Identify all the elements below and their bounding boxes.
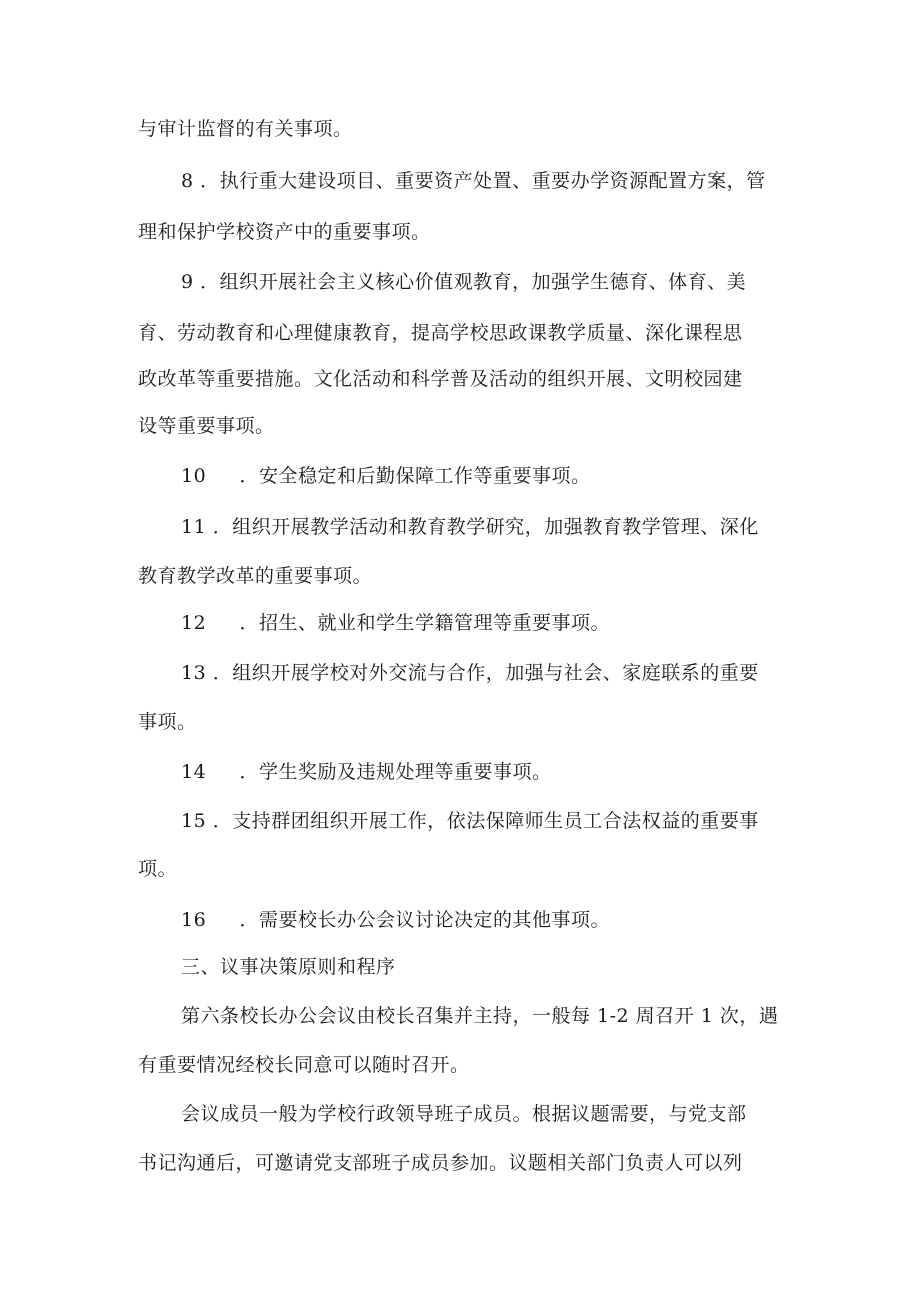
line-text: ．组织开展社会主义核心价值观教育，加强学生德育、体育、美 [200, 271, 747, 293]
line-text: 理和保护学校资产中的重要事项。 [138, 221, 431, 243]
line-text: 与审计监督的有关事项。 [138, 118, 353, 140]
paragraph-line [138, 564, 372, 588]
list-item-10 [181, 464, 591, 488]
item-number: 8 [181, 170, 194, 192]
line-text: 教育教学改革的重要事项。 [138, 565, 373, 587]
item-number: 9 [181, 271, 194, 293]
list-item-9 [181, 270, 746, 294]
item-number: 16 [181, 909, 207, 931]
line-text: 育、劳动教育和心理健康教育，提高学校思政课教学质量、深化课程思 [138, 322, 743, 344]
list-item-8 [181, 169, 766, 193]
line-text: 设等重要事项。 [138, 415, 275, 437]
item-number: 13 [181, 662, 207, 684]
list-item-15 [181, 809, 759, 833]
paragraph-line [181, 1004, 778, 1028]
line-text: 项。 [138, 858, 178, 880]
line-text: ．学生奖励及违规处理等重要事项。 [239, 761, 552, 783]
heading-text: 三、议事决策原则和程序 [181, 956, 396, 978]
line-text: ．招生、就业和学生学籍管理等重要事项。 [239, 612, 611, 634]
item-number: 15 [181, 810, 207, 832]
list-item-11 [181, 515, 759, 539]
line-text: ．组织开展学校对外交流与合作，加强与社会、家庭联系的重要 [212, 662, 759, 684]
line-text: ．需要校长办公会议讨论决定的其他事项。 [239, 909, 611, 931]
list-item-12 [181, 611, 610, 635]
paragraph-line [138, 710, 197, 734]
list-item-16 [181, 908, 610, 932]
item-number: 12 [181, 612, 207, 634]
paragraph-line [138, 1053, 470, 1077]
item-number: 11 [181, 516, 207, 538]
line-text: 会议成员一般为学校行政领导班子成员。根据议题需要，与党支部 [181, 1103, 747, 1125]
line-text: 书记沟通后，可邀请党支部班子成员参加。议题相关部门负责人可以列 [138, 1152, 743, 1174]
item-number: 10 [181, 465, 207, 487]
line-text: ．组织开展教学活动和教育教学研究，加强教育教学管理、深化 [212, 516, 759, 538]
line-text: 政改革等重要措施。文化活动和科学普及活动的组织开展、文明校园建 [138, 368, 743, 390]
paragraph-line [138, 857, 177, 881]
paragraph-line [138, 367, 743, 391]
paragraph-line [138, 321, 743, 345]
section-heading [181, 955, 396, 979]
paragraph-line [138, 414, 275, 438]
line-text: 有重要情况经校长同意可以随时召开。 [138, 1054, 470, 1076]
paragraph-line [138, 117, 353, 141]
list-item-13 [181, 661, 759, 685]
line-text: ．安全稳定和后勤保障工作等重要事项。 [239, 465, 591, 487]
line-text: 事项。 [138, 711, 197, 733]
list-item-14 [181, 760, 552, 784]
paragraph-line [181, 1102, 747, 1126]
paragraph-line [138, 1151, 743, 1175]
paragraph-line [138, 220, 431, 244]
line-text: ．执行重大建设项目、重要资产处置、重要办学资源配置方案，管 [200, 170, 766, 192]
item-number: 14 [181, 761, 207, 783]
line-text: ．支持群团组织开展工作，依法保障师生员工合法权益的重要事 [212, 810, 759, 832]
line-text: 第六条校长办公会议由校长召集并主持，一般每 1-2 周召开 1 次，遇 [181, 1005, 779, 1027]
